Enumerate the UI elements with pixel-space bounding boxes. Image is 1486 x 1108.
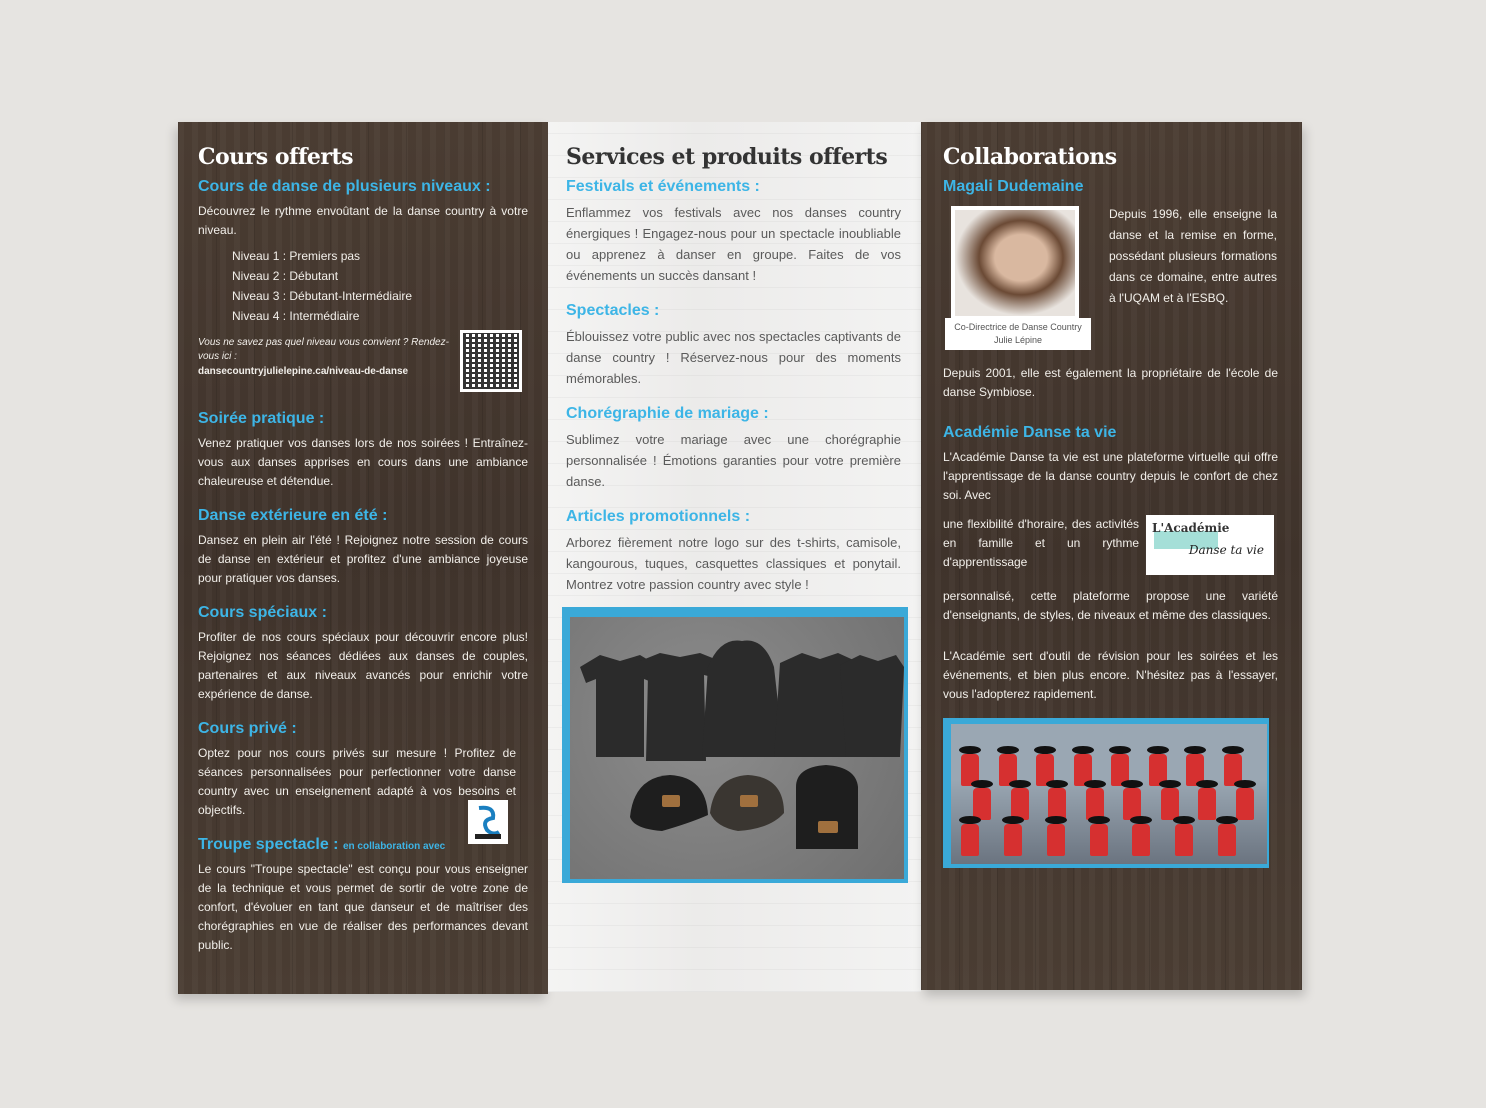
dancer-hat-icon <box>1173 816 1195 824</box>
dancer-hat-icon <box>1234 780 1256 788</box>
panel-collaborations <box>921 122 1302 990</box>
level-item: Niveau 4 : Intermédiaire <box>232 309 360 323</box>
section-heading-speciaux: Cours spéciaux : <box>198 604 327 621</box>
dancer-figure <box>1198 788 1216 820</box>
section-text-niveaux: Découvrez le rythme envoûtant de la danse country à votre niveau. <box>198 204 528 237</box>
academie-logo <box>1146 515 1274 575</box>
section-heading-mariage: Chorégraphie de mariage : <box>566 405 769 422</box>
profile-photo <box>951 206 1079 320</box>
section-text-soiree: Venez pratiquer vos danses lors de nos soirées ! Entraînez-vous aux danses apprises en cours dans une ambiance chaleureuse et détendue. <box>198 436 528 488</box>
qr-code-icon[interactable] <box>460 330 522 392</box>
dancer-hat-icon <box>1109 746 1131 754</box>
dancer-figure <box>1132 824 1150 856</box>
dancer-hat-icon <box>1002 816 1024 824</box>
profile-bio-2: Depuis 2001, elle est également la propriétaire de l'école de danse Symbiose. <box>943 366 1278 399</box>
dancer-hat-icon <box>971 780 993 788</box>
dancer-figure <box>973 788 991 820</box>
dancer-figure <box>1090 824 1108 856</box>
level-note-block <box>198 336 528 400</box>
dancer-hat-icon <box>1222 746 1244 754</box>
section-text-spectacles: Éblouissez votre public avec nos spectacles captivants de danse country ! Réservez-nous pour des moments mémorables. <box>566 329 901 386</box>
section-text-articles: Arborez fièrement notre logo sur des t-shirts, camisole, kangourous, tuques, casquettes classiques et ponytail. Montrez votre passion country avec style ! <box>566 535 901 592</box>
dancer-hat-icon <box>1084 780 1106 788</box>
profile-block <box>943 204 1278 354</box>
section-text-speciaux: Profiter de nos cours spéciaux pour découvrir encore plus! Rejoignez nos séances dédiées aux danses de couples, partenaires et aux niveaux avancés pour enrichir votre expérience de danse. <box>198 630 528 701</box>
section-heading-academie: Académie Danse ta vie <box>943 424 1117 441</box>
dancer-figure <box>1004 824 1022 856</box>
dancer-hat-icon <box>959 816 981 824</box>
section-heading-spectacles: Spectacles : <box>566 302 660 319</box>
section-heading-soiree: Soirée pratique : <box>198 410 325 427</box>
section-text-festivals: Enflammez vos festivals avec nos danses country énergiques ! Engagez-nous pour un spectacle inoubliable ou apprenez à danser en groupe. Faites de vos événements un succès dansant ! <box>566 205 901 283</box>
symbiose-logo-icon <box>468 800 508 844</box>
dancer-hat-icon <box>997 746 1019 754</box>
dancer-hat-icon <box>1130 816 1152 824</box>
level-item: Niveau 1 : Premiers pas <box>232 249 361 263</box>
dancer-hat-icon <box>1034 746 1056 754</box>
dancer-hat-icon <box>1147 746 1169 754</box>
academie-text-2: personnalisé, cette plateforme propose une variété d'enseignants, de styles, de niveaux et même des classiques. <box>943 589 1278 622</box>
dancer-figure <box>961 824 979 856</box>
academie-text-3: L'Académie sert d'outil de révision pour les soirées et les événements, et bien plus encore. N'hésitez pas à l'essayer, vous l'adopterez rapidement. <box>943 649 1278 701</box>
levels-list <box>232 246 528 326</box>
panel-services <box>548 122 921 992</box>
dancer-hat-icon <box>1159 780 1181 788</box>
level-note: Vous ne savez pas quel niveau vous convient ? Rendez-vous ici : <box>198 337 449 362</box>
dancer-hat-icon <box>1045 816 1067 824</box>
dancer-hat-icon <box>1009 780 1031 788</box>
dancer-hat-icon <box>1046 780 1068 788</box>
dancer-hat-icon <box>1196 780 1218 788</box>
section-heading-articles: Articles promotionnels : <box>566 508 751 525</box>
panel-cours-offerts <box>178 122 548 994</box>
dancer-hat-icon <box>959 746 981 754</box>
dancer-figure <box>1218 824 1236 856</box>
collaborator-name: Magali Dudemaine <box>943 178 1084 195</box>
dancer-hat-icon <box>1072 746 1094 754</box>
panel-title: Cours offerts <box>198 144 354 170</box>
profile-bio: Depuis 1996, elle enseigne la danse et la remise en forme, possédant plusieurs formations dans ce domaine, entre autres à l'UQAM et à l'ESBQ. <box>1109 207 1277 305</box>
dancer-figure <box>1161 788 1179 820</box>
section-text-exterieure: Dansez en plein air l'été ! Rejoignez notre session de cours de danse en extérieur et profitez d'une ambiance joyeuse pour pratiquer vos danses. <box>198 533 528 585</box>
dancer-hat-icon <box>1121 780 1143 788</box>
merch-image <box>566 611 906 881</box>
dancer-figure <box>1175 824 1193 856</box>
troupe-collab-text: en collaboration avec <box>342 841 446 852</box>
level-item: Niveau 3 : Débutant-Intermédiaire <box>232 289 413 303</box>
section-heading-prive: Cours privé : <box>198 720 297 737</box>
panel-title: Collaborations <box>943 144 1117 170</box>
section-heading-exterieure: Danse extérieure en été : <box>198 507 388 524</box>
troupe-heading-text: Troupe spectacle : <box>198 836 339 853</box>
troupe-block <box>198 836 528 955</box>
academie-logo-script: Danse ta vie <box>1188 543 1264 557</box>
group-photo <box>943 718 1269 868</box>
section-text-prive: Optez pour nos cours privés sur mesure ! Profitez de séances personnalisées pour perfectionner votre danse country avec un enseignement adapté à vos besoins et objectifs. <box>198 746 516 817</box>
academie-row <box>943 509 1278 583</box>
section-text-mariage: Sublimez votre mariage avec une chorégraphie personnalisée ! Émotions garanties pour votre première danse. <box>566 432 901 489</box>
dancer-hat-icon <box>1088 816 1110 824</box>
level-url[interactable]: dansecountryjulielepine.ca/niveau-de-danse <box>198 366 409 377</box>
academie-logo-text: L'Académie <box>1152 521 1230 535</box>
dancer-hat-icon <box>1184 746 1206 754</box>
dancer-figure <box>1236 788 1254 820</box>
level-item: Niveau 2 : Débutant <box>232 269 339 283</box>
academie-text-1b: une flexibilité d'horaire, des activités en famille et un rythme d'apprentissage <box>943 517 1139 569</box>
academie-text-1: L'Académie Danse ta vie est une plateforme virtuelle qui offre l'apprentissage de la danse country depuis le confort de chez soi. Avec <box>943 450 1278 502</box>
profile-caption: Co-Directrice de Danse Country Julie Lépine <box>945 318 1091 350</box>
panel-title: Services et produits offerts <box>566 144 888 170</box>
section-heading-festivals: Festivals et événements : <box>566 178 760 195</box>
dancer-hat-icon <box>1216 816 1238 824</box>
dancer-figure <box>1047 824 1065 856</box>
section-text-troupe: Le cours "Troupe spectacle" est conçu pour vous enseigner de la technique et vous permet de sortir de votre zone de confort, d'évoluer en tant que danseur et de maîtriser des chorégraphies en vue de réaliser des performances devant public. <box>198 862 528 952</box>
section-heading-niveaux: Cours de danse de plusieurs niveaux : <box>198 178 491 195</box>
